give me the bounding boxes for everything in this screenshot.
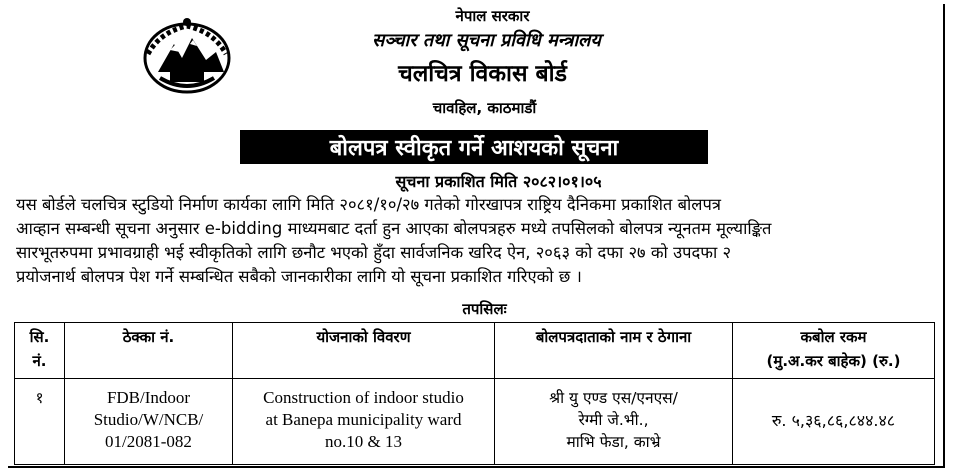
notice-title: बोलपत्र स्वीकृत गर्ने आशयको सूचना xyxy=(240,130,708,164)
table-row xyxy=(15,379,935,465)
cell-sn: १ xyxy=(15,379,65,465)
header-bidder: बोलपत्रदाताको नाम र ठेगाना xyxy=(495,323,733,379)
contract-line: 01/2081-082 xyxy=(105,432,192,451)
board-name: चलचित्र विकास बोर्ड xyxy=(398,61,567,87)
header-amount-line2: (मु.अ.कर बाहेक) (रु.) xyxy=(766,352,901,370)
project-line: no.10 & 13 xyxy=(325,432,402,451)
project-line: Construction of indoor studio xyxy=(263,388,464,407)
cell-contract-no xyxy=(65,379,233,465)
government-name: नेपाल सरकार xyxy=(455,7,530,25)
details-label: तपसिलः xyxy=(462,300,507,318)
contract-line: Studio/W/NCB/ xyxy=(93,410,204,429)
header-sn xyxy=(15,323,65,379)
header-amount-line1: कबोल रकम xyxy=(800,328,867,346)
ministry-name: सञ्चार तथा सूचना प्रविधि मन्त्रालय xyxy=(372,30,601,51)
notice-body xyxy=(16,193,936,289)
header-sn-line2: नं. xyxy=(32,352,47,370)
contract-line: FDB/Indoor xyxy=(106,388,191,407)
body-line: प्रयोजनार्थ बोलपत्र पेश गर्ने सम्बन्धित सबैको जानकारीका लागि यो सूचना प्रकाशित गरिएको छ । xyxy=(16,267,582,286)
body-line: आव्हान सम्बन्धी सूचना अनुसार e-bidding माध्यमबाट दर्ता हुन आएका बोलपत्रहरु मध्ये तपसिलको बोलपत्र न्यूनतम मूल्याङ्कित xyxy=(16,219,772,238)
header-sn-line1: सि. xyxy=(29,328,50,346)
header-contract-no: ठेक्का नं. xyxy=(65,323,233,379)
bidder-line: रेग्मी जे.भी., xyxy=(578,411,649,429)
cell-bidder xyxy=(495,379,733,465)
bidder-line: श्री यु एण्ड एस/एनएस/ xyxy=(549,389,678,407)
cell-amount: रु. ५,३६,८६,८४४.४८ xyxy=(733,379,935,465)
project-line: at Banepa municipality ward xyxy=(265,410,462,429)
header-amount xyxy=(733,323,935,379)
bid-table xyxy=(14,322,935,465)
board-address: चावहिल, काठमाडौं xyxy=(432,99,537,117)
bidder-line: माभि फेडा, काभ्रे xyxy=(566,433,661,451)
body-line: सारभूतरुपमा प्रभावग्राही भई स्वीकृतिको लागि छनौट भएको हुँदा सार्वजनिक खरिद ऐन, २०६३ को दफा २७ को उपदफा २ xyxy=(16,243,732,262)
body-line: यस बोर्डले चलचित्र स्टुडियो निर्माण कार्यका लागि मिति २०८१/१०/२७ गतेको गोरखापत्र राष्ट्रिय दैनिकमा प्रकाशित बोलपत्र xyxy=(16,195,721,214)
published-date: सूचना प्रकाशित मिति २०८२।०१।०५ xyxy=(395,172,602,191)
header-project: योजनाको विवरण xyxy=(233,323,495,379)
table-header-row xyxy=(15,323,935,379)
cell-project xyxy=(233,379,495,465)
